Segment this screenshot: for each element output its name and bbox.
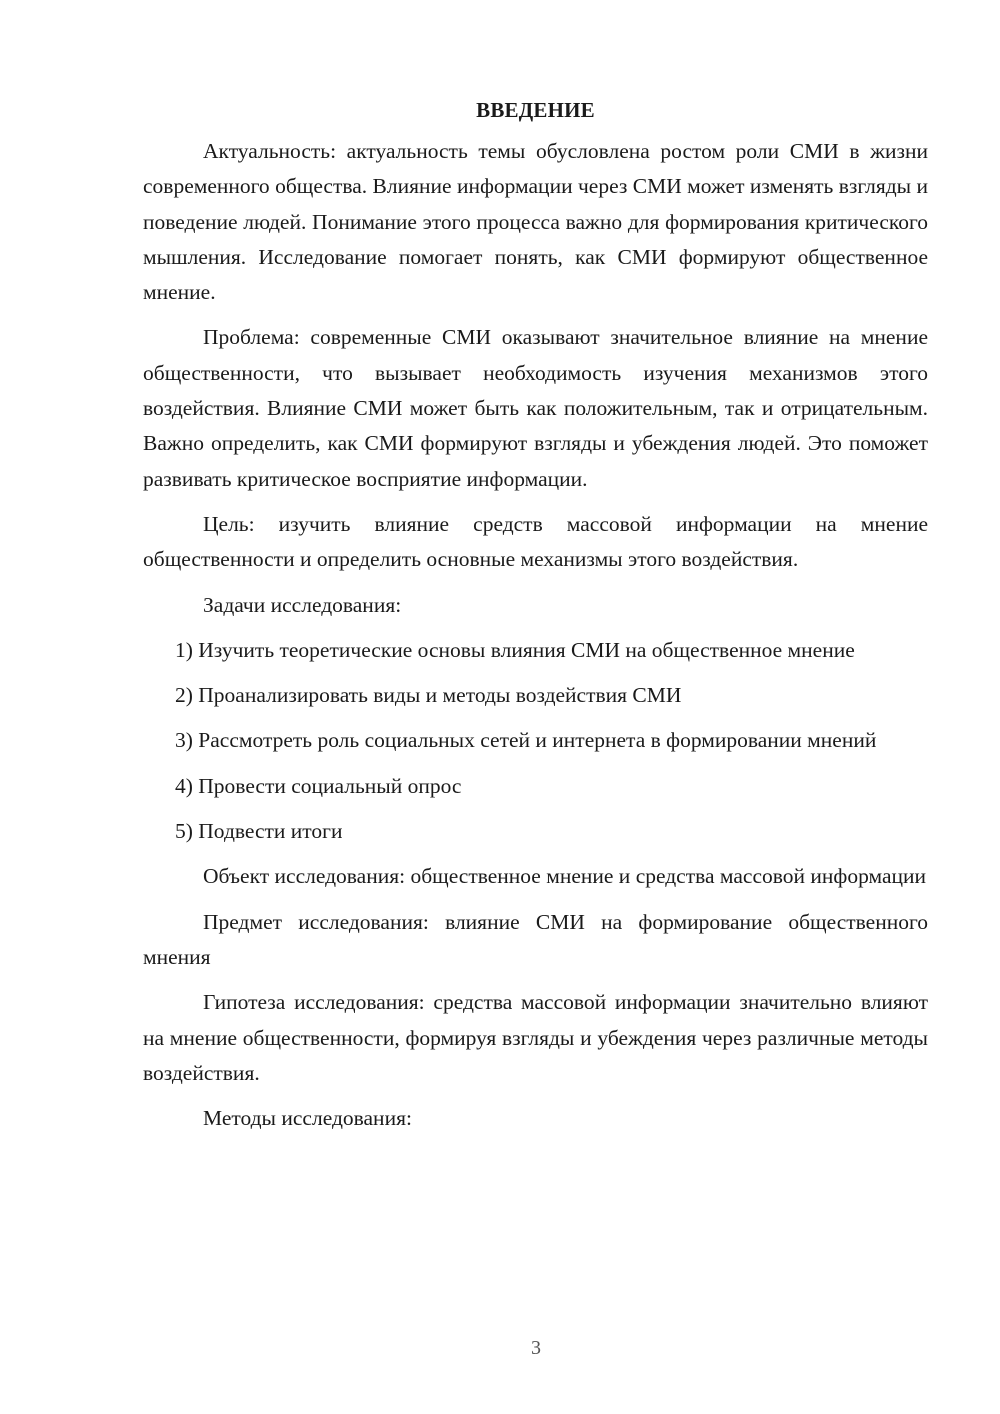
hypothesis-paragraph: Гипотеза исследования: средства массовой информации значительно влияют на мнение общественности, формируя взгляды и убеждения через различные методы воздействия. [143, 990, 928, 1085]
tasks-heading: Задачи исследования: [203, 592, 402, 617]
task-item: 5) Подвести итоги [175, 819, 343, 844]
task-item: 1) Изучить теоретические основы влияния СМИ на общественное мнение [175, 637, 855, 662]
object-paragraph: Объект исследования: общественное мнение и средства массовой информации [203, 864, 927, 889]
task-item: 4) Провести социальный опрос [175, 773, 462, 798]
problem-paragraph: Проблема: современные СМИ оказывают значительное влияние на мнение общественности, что вызывает необходимость изучения механизмов этого воздействия. Влияние СМИ может быть как положительным, так и отрицательным. Важно определить, как СМИ формируют взгляды и убеждения людей. Это поможет развивать критическое восприятие информации. [143, 325, 928, 491]
subject-paragraph: Предмет исследования: влияние СМИ на формирование общественного мнения [143, 909, 928, 969]
page-content [143, 93, 928, 1136]
page-number: 3 [531, 1337, 541, 1359]
goal-paragraph: Цель: изучить влияние средств массовой информации на мнение общественности и определить основные механизмы этого воздействия. [143, 511, 928, 572]
page-title: ВВЕДЕНИЕ [476, 98, 595, 122]
relevance-paragraph: Актуальность: актуальность темы обусловлена ростом роли СМИ в жизни современного общества. Влияние информации через СМИ может изменять взгляды и поведение людей. Понимание этого процесса важно для формирования критического мышления. Исследование помогает понять, как СМИ формируют общественное мнение. [143, 139, 928, 305]
task-item: 3) Рассмотреть роль социальных сетей и интернета в формировании мнений [175, 728, 877, 753]
task-item: 2) Проанализировать виды и методы воздействия СМИ [175, 683, 682, 708]
methods-heading: Методы исследования: [203, 1106, 412, 1131]
